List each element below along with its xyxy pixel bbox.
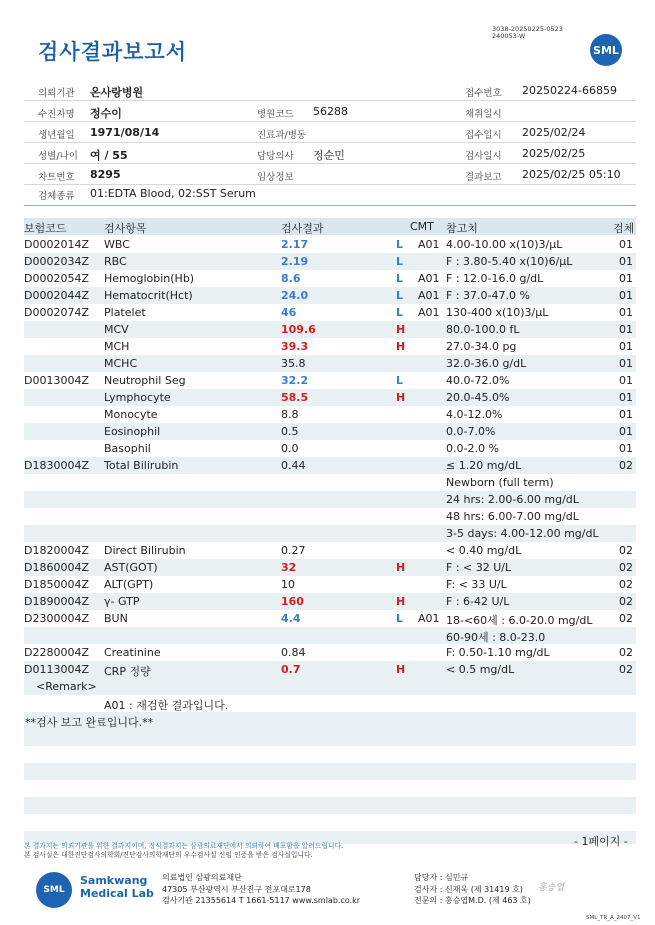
table-row bbox=[24, 474, 636, 491]
test-result: 32 bbox=[281, 561, 297, 574]
result-flag: L bbox=[396, 612, 404, 625]
header-row-line bbox=[24, 163, 636, 164]
insurance-code: D0002034Z bbox=[24, 255, 89, 268]
specimen-code: 01 bbox=[619, 238, 633, 251]
reference-range: 27.0-34.0 pg bbox=[446, 340, 517, 353]
table-row bbox=[24, 661, 636, 678]
table-row bbox=[24, 457, 636, 474]
insurance-code: D0002054Z bbox=[24, 272, 89, 285]
reference-range: F : 6-42 U/L bbox=[446, 595, 510, 608]
header-row-line bbox=[24, 184, 636, 185]
test-result: 39.3 bbox=[281, 340, 309, 353]
test-result: 46 bbox=[281, 306, 297, 319]
test-item: Total Bilirubin bbox=[104, 459, 179, 472]
table-row bbox=[24, 253, 636, 270]
field-label: 성별/나이 bbox=[38, 151, 78, 162]
header-row-line bbox=[24, 142, 636, 143]
header-row-line bbox=[24, 100, 636, 101]
address-line-2: 47305 부산광역시 부산진구 전포대로178 bbox=[162, 884, 311, 894]
remark-row bbox=[24, 678, 636, 695]
col-result-header: 검사결과 bbox=[281, 222, 324, 235]
insurance-code: D0002044Z bbox=[24, 289, 89, 302]
reference-range: F : < 32 U/L bbox=[446, 561, 512, 574]
field-value: 정순민 bbox=[313, 149, 345, 162]
reference-range: 130-400 x(10)3/μL bbox=[446, 306, 549, 319]
specimen-code: 01 bbox=[619, 306, 633, 319]
test-result: 35.8 bbox=[281, 357, 306, 370]
table-row bbox=[24, 491, 636, 508]
reference-range: 3-5 days: 4.00-12.00 mg/dL bbox=[446, 527, 599, 540]
insurance-code: D0013004Z bbox=[24, 374, 89, 387]
insurance-code: D0002074Z bbox=[24, 306, 89, 319]
table-row bbox=[24, 389, 636, 406]
footer-staff bbox=[414, 872, 531, 907]
report-title: 검사결과보고서 bbox=[38, 40, 188, 64]
test-item: RBC bbox=[104, 255, 127, 268]
specimen-code: 02 bbox=[619, 578, 633, 591]
blank-row bbox=[24, 763, 636, 780]
test-result: 24.0 bbox=[281, 289, 309, 302]
field-label: 검사일시 bbox=[465, 151, 502, 162]
table-row bbox=[24, 440, 636, 457]
col-ref-header: 참고치 bbox=[446, 222, 478, 235]
reference-range: 0.0-7.0% bbox=[446, 425, 496, 438]
reference-range: 24 hrs: 2.00-6.00 mg/dL bbox=[446, 493, 579, 506]
result-flag: H bbox=[396, 663, 406, 676]
insurance-code: D0113004Z bbox=[24, 663, 89, 676]
result-flag: L bbox=[396, 306, 404, 319]
table-row bbox=[24, 406, 636, 423]
address-line-1: 의료법인 삼광의료재단 bbox=[162, 873, 242, 882]
test-item: Hematocrit(Hct) bbox=[104, 289, 193, 302]
test-item: MCH bbox=[104, 340, 130, 353]
field-label: 생년월일 bbox=[38, 130, 75, 141]
staff-line-2: 검사자 : 신재욱 (제 31419 호) bbox=[414, 884, 523, 894]
reference-range: 4.0-12.0% bbox=[446, 408, 503, 421]
test-result: 8.6 bbox=[281, 272, 301, 285]
table-row bbox=[24, 644, 636, 661]
result-flag: H bbox=[396, 391, 406, 404]
test-item: MCV bbox=[104, 323, 129, 336]
field-label: 병원코드 bbox=[257, 109, 294, 120]
table-row bbox=[24, 559, 636, 576]
document-id-line-1: 3038-20250225-0523 bbox=[492, 25, 563, 33]
specimen-code: 01 bbox=[619, 289, 633, 302]
staff-line-1: 담당자 : 심민규 bbox=[414, 873, 469, 882]
reference-range: 18-<60세 : 6.0-20.0 mg/dL bbox=[446, 614, 593, 627]
test-item: Hemoglobin(Hb) bbox=[104, 272, 195, 285]
specimen-code: 02 bbox=[619, 459, 633, 472]
table-row bbox=[24, 338, 636, 355]
field-label: 담당의사 bbox=[257, 151, 294, 162]
col-code-header: 보험코드 bbox=[24, 222, 67, 235]
result-flag: L bbox=[396, 238, 404, 251]
test-result: 2.19 bbox=[281, 255, 309, 268]
comment-code: A01 bbox=[418, 612, 440, 625]
test-result: 8.8 bbox=[281, 408, 299, 421]
test-result: 0.5 bbox=[281, 425, 299, 438]
table-row bbox=[24, 610, 636, 627]
table-row bbox=[24, 542, 636, 559]
result-flag: L bbox=[396, 289, 404, 302]
table-row bbox=[24, 593, 636, 610]
field-label: 채취일시 bbox=[465, 109, 502, 120]
col-item-header: 검사항목 bbox=[104, 222, 147, 235]
test-item: WBC bbox=[104, 238, 130, 251]
specimen-code: 01 bbox=[619, 323, 633, 336]
reference-range: F : 3.80-5.40 x(10)6/μL bbox=[446, 255, 573, 268]
reference-range: 80.0-100.0 fL bbox=[446, 323, 520, 336]
specimen-code: 01 bbox=[619, 408, 633, 421]
test-item: CRP 정량 bbox=[104, 665, 151, 678]
test-result: 0.84 bbox=[281, 646, 306, 659]
reference-range: < 0.5 mg/dL bbox=[446, 663, 515, 676]
field-label: 임상정보 bbox=[257, 172, 294, 183]
document-id-line-2: 240053-W bbox=[492, 32, 526, 40]
insurance-code: D2300004Z bbox=[24, 612, 89, 625]
insurance-code: D1830004Z bbox=[24, 459, 89, 472]
footer-brand bbox=[80, 874, 154, 900]
test-item: MCHC bbox=[104, 357, 138, 370]
reference-range: F: < 33 U/L bbox=[446, 578, 507, 591]
insurance-code: D1820004Z bbox=[24, 544, 89, 557]
field-label: 진료과/병동 bbox=[257, 130, 307, 141]
table-row bbox=[24, 270, 636, 287]
result-flag: L bbox=[396, 272, 404, 285]
table-row bbox=[24, 627, 636, 644]
comment-code: A01 bbox=[418, 272, 440, 285]
test-result: 0.7 bbox=[281, 663, 301, 676]
signature: 홍승엽 bbox=[538, 883, 565, 893]
field-label: 접수번호 bbox=[465, 88, 502, 99]
form-code: SML_TR_A_2407_V1 bbox=[586, 915, 641, 921]
table-row bbox=[24, 372, 636, 389]
reference-range: 40.0-72.0% bbox=[446, 374, 510, 387]
accreditation-note: 본 검사실은 대한진단검사의학회/진단검사의학재단의 우수검사실 신임 인증을 받은 검사실입니다. bbox=[24, 851, 313, 859]
field-value: 정수이 bbox=[90, 107, 122, 120]
brand-line-1: Samkwang bbox=[80, 874, 148, 887]
test-item: BUN bbox=[104, 612, 128, 625]
reference-range: 0.0-2.0 % bbox=[446, 442, 499, 455]
field-value: 2025/02/24 bbox=[522, 126, 586, 139]
field-value: 01:EDTA Blood, 02:SST Serum bbox=[90, 187, 256, 200]
col-spec-header: 검체 bbox=[613, 222, 635, 235]
result-flag: L bbox=[396, 255, 404, 268]
table-row bbox=[24, 355, 636, 372]
reference-range: ≤ 1.20 mg/dL bbox=[446, 459, 522, 472]
address-line-3: 검사기관 21355614 T 1661-5117 www.smlab.co.kr bbox=[162, 896, 361, 905]
test-item: Neutrophil Seg bbox=[104, 374, 186, 387]
col-cmt-header: CMT bbox=[410, 220, 434, 233]
remark-text: A01 : 재검한 결과입니다. bbox=[104, 699, 229, 712]
reference-range: 48 hrs: 6.00-7.00 mg/dL bbox=[446, 510, 579, 523]
comment-code: A01 bbox=[418, 306, 440, 319]
blank-row bbox=[24, 797, 636, 814]
complete-row bbox=[24, 712, 636, 729]
test-item: Creatinine bbox=[104, 646, 161, 659]
test-item: Direct Bilirubin bbox=[104, 544, 186, 557]
specimen-code: 01 bbox=[619, 374, 633, 387]
test-result: 10 bbox=[281, 578, 295, 591]
reference-range: F : 37.0-47.0 % bbox=[446, 289, 530, 302]
field-label: 접수일시 bbox=[465, 130, 502, 141]
header-row-line bbox=[24, 121, 636, 122]
disclaimer-note: 본 결과지는 의뢰기관을 위한 결과지이며, 정식결과지는 삼광의료재단에서 의뢰하여 배포함을 알려드립니다. bbox=[24, 842, 344, 850]
reference-range: 32.0-36.0 g/dL bbox=[446, 357, 527, 370]
reference-range: 4.00-10.00 x(10)3/μL bbox=[446, 238, 563, 251]
reference-range: Newborn (full term) bbox=[446, 476, 554, 489]
insurance-code: D1860004Z bbox=[24, 561, 89, 574]
specimen-code: 02 bbox=[619, 663, 633, 676]
sml-logo: SML bbox=[590, 34, 622, 66]
test-item: γ- GTP bbox=[104, 595, 140, 608]
report-complete-text: **검사 보고 완료입니다.** bbox=[25, 716, 154, 729]
specimen-code: 01 bbox=[619, 255, 633, 268]
field-value: 온사랑병원 bbox=[90, 86, 144, 99]
page-number: - 1페이지 - bbox=[574, 835, 628, 848]
field-value: 2025/02/25 05:10 bbox=[522, 168, 621, 181]
comment-code: A01 bbox=[418, 238, 440, 251]
field-value: 8295 bbox=[90, 168, 121, 181]
test-result: 58.5 bbox=[281, 391, 309, 404]
field-value: 2025/02/25 bbox=[522, 147, 586, 160]
specimen-code: 02 bbox=[619, 595, 633, 608]
header-divider bbox=[24, 205, 636, 206]
staff-line-3: 전문의 : 홍승엽M.D. (제 463 호) bbox=[414, 896, 531, 905]
field-label: 의뢰기관 bbox=[38, 88, 75, 99]
specimen-code: 02 bbox=[619, 646, 633, 659]
field-value: 여 / 55 bbox=[90, 149, 128, 162]
result-flag: H bbox=[396, 561, 406, 574]
comment-code: A01 bbox=[418, 289, 440, 302]
test-result: 4.4 bbox=[281, 612, 301, 625]
table-row bbox=[24, 304, 636, 321]
test-result: 0.44 bbox=[281, 459, 306, 472]
specimen-code: 01 bbox=[619, 357, 633, 370]
field-value: 20250224-66859 bbox=[522, 84, 617, 97]
result-flag: H bbox=[396, 323, 406, 336]
result-flag: L bbox=[396, 374, 404, 387]
test-result: 109.6 bbox=[281, 323, 316, 336]
specimen-code: 01 bbox=[619, 391, 633, 404]
document-id bbox=[492, 26, 563, 40]
test-item: Monocyte bbox=[104, 408, 158, 421]
blank-row bbox=[24, 729, 636, 746]
specimen-code: 02 bbox=[619, 544, 633, 557]
insurance-code: D0002014Z bbox=[24, 238, 89, 251]
specimen-code: 01 bbox=[619, 272, 633, 285]
table-row bbox=[24, 423, 636, 440]
test-item: AST(GOT) bbox=[104, 561, 158, 574]
test-result: 2.17 bbox=[281, 238, 309, 251]
test-item: Platelet bbox=[104, 306, 146, 319]
specimen-code: 02 bbox=[619, 561, 633, 574]
insurance-code: D1890004Z bbox=[24, 595, 89, 608]
insurance-code: D2280004Z bbox=[24, 646, 89, 659]
reference-range: F: 0.50-1.10 mg/dL bbox=[446, 646, 550, 659]
field-label: 검체종류 bbox=[38, 191, 75, 202]
table-row bbox=[24, 508, 636, 525]
specimen-code: 01 bbox=[619, 340, 633, 353]
result-flag: H bbox=[396, 340, 406, 353]
table-row bbox=[24, 287, 636, 304]
test-item: Basophil bbox=[104, 442, 151, 455]
test-result: 0.27 bbox=[281, 544, 306, 557]
reference-range: < 0.40 mg/dL bbox=[446, 544, 522, 557]
test-result: 160 bbox=[281, 595, 304, 608]
table-header bbox=[24, 218, 636, 235]
field-value: 56288 bbox=[313, 105, 348, 118]
test-item: ALT(GPT) bbox=[104, 578, 154, 591]
field-label: 차트번호 bbox=[38, 172, 75, 183]
test-item: Eosinophil bbox=[104, 425, 161, 438]
field-value: 1971/08/14 bbox=[90, 126, 160, 139]
result-flag: H bbox=[396, 595, 406, 608]
remark-label: <Remark> bbox=[36, 680, 97, 693]
table-row bbox=[24, 236, 636, 253]
table-row bbox=[24, 321, 636, 338]
insurance-code: D1850004Z bbox=[24, 578, 89, 591]
field-label: 수진자명 bbox=[38, 109, 75, 120]
specimen-code: 02 bbox=[619, 612, 633, 625]
field-label: 결과보고 bbox=[465, 172, 502, 183]
brand-line-2: Medical Lab bbox=[80, 887, 154, 900]
reference-range: F : 12.0-16.0 g/dL bbox=[446, 272, 544, 285]
remark-text-row bbox=[24, 695, 636, 712]
reference-range: 60-90세 : 8.0-23.0 bbox=[446, 631, 546, 644]
footer-address bbox=[162, 872, 360, 907]
table-row bbox=[24, 576, 636, 593]
specimen-code: 01 bbox=[619, 442, 633, 455]
test-item: Lymphocyte bbox=[104, 391, 171, 404]
footer-logo: SML bbox=[36, 872, 72, 908]
test-result: 0.0 bbox=[281, 442, 299, 455]
reference-range: 20.0-45.0% bbox=[446, 391, 510, 404]
table-row bbox=[24, 525, 636, 542]
specimen-code: 01 bbox=[619, 425, 633, 438]
test-result: 32.2 bbox=[281, 374, 309, 387]
